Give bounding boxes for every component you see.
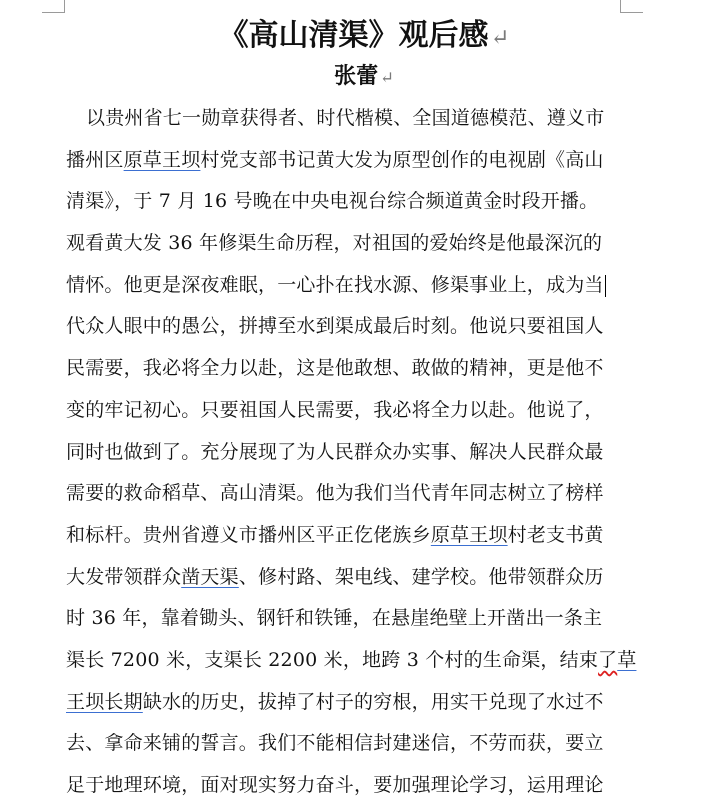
text-run[interactable]: 以贵州省七一勋章获得者、时代楷模、全国道德模范、遵义市 [86,107,605,129]
underlined-term[interactable]: 原草王坝 [123,148,201,171]
text-line[interactable] [66,598,626,640]
text-run[interactable]: 观看黄大发 36 年修渠生命历程，对祖国的爱始终是他最深沉的 [66,232,603,255]
text-run[interactable]: 需要的救命稻草、高山清渠。他为我们当代青年同志树立了榜样 [66,482,604,505]
text-run[interactable]: 大发带领群众 [66,565,182,588]
text-line[interactable] [66,473,626,515]
text-run[interactable]: 情怀。他更是深夜难眠，一心扑在找水源、修渠事业上，成为当 [66,273,604,296]
author-text[interactable]: 张蕾 [334,63,379,89]
crop-mark-top-right [620,0,643,13]
text-run[interactable]: 播州区 [66,148,124,171]
text-run[interactable]: 、修村路、架电线、建学校。他带领群众历 [238,565,604,588]
text-run[interactable]: 村老支书黄 [507,523,604,546]
text-run[interactable]: 和标杆。贵州省遵义市播州区平正仡佬族乡 [66,523,431,546]
text-run[interactable]: 村党支部书记黄大发为原型创作的电视剧《高山 [200,148,604,171]
text-line[interactable] [66,765,626,807]
underlined-term[interactable]: 凿天渠 [181,565,239,588]
text-line[interactable] [66,306,626,348]
paragraph-mark-icon: ↵ [380,68,394,87]
text-line[interactable] [66,181,626,223]
text-run[interactable]: 缺水的历史，拔掉了村子的穷根，用实干兑现了水过不 [142,690,604,713]
text-run[interactable]: 时 36 年，靠着锄头、钢钎和铁锤，在悬崖绝壁上开凿出一条主 [66,607,603,630]
text-line[interactable] [66,390,626,432]
text-line[interactable] [66,515,626,557]
paragraph-mark-icon: ↵ [490,25,510,51]
text-run[interactable]: 代众人眼中的愚公，拼搏至水到渠成最后时刻。他说只要祖国人 [66,315,604,338]
document-title[interactable] [0,14,728,60]
text-line[interactable] [66,640,637,682]
text-run[interactable]: 清渠》，于 7 月 16 号晚在中央电视台综合频道黄金时段开播。 [66,190,599,213]
title-text[interactable]: 《高山清渠》观后感 [218,18,489,53]
text-line[interactable] [66,723,626,765]
text-line[interactable] [66,348,626,390]
text-line[interactable] [66,557,626,599]
text-cursor [605,275,606,297]
document-body[interactable] [66,98,637,807]
spelling-flag[interactable]: 了 [598,648,618,671]
text-run[interactable]: 足于地理环境，面对现实努力奋斗，要加强理论学习，运用理论 [66,774,604,796]
text-run[interactable]: 去、拿命来铺的誓言。我们不能相信封建迷信，不劳而获，要立 [66,732,604,755]
underlined-term[interactable]: 原草王坝 [430,523,508,546]
text-line[interactable] [66,140,626,182]
text-run[interactable]: 渠长 7200 米，支渠长 2200 米，地跨 3 个村的生命渠，结束 [66,648,599,671]
text-run[interactable]: 民需要，我必将全力以赴，这是他敢想、敢做的精神，更是他不 [66,357,604,380]
text-line[interactable] [66,223,626,265]
text-line[interactable] [66,98,626,140]
crop-mark-top-left [42,0,65,13]
text-line[interactable] [66,265,626,307]
text-line[interactable] [66,682,626,724]
document-author[interactable] [0,60,728,94]
underlined-term[interactable]: 王坝长期 [66,690,143,713]
text-line[interactable] [66,432,626,474]
text-run[interactable]: 变的牢记初心。只要祖国人民需要，我必将全力以赴。他说了， [66,398,604,421]
underlined-term[interactable]: 草 [617,648,637,671]
text-run[interactable]: 同时也做到了。充分展现了为人民群众办实事、解决人民群众最 [66,440,604,463]
